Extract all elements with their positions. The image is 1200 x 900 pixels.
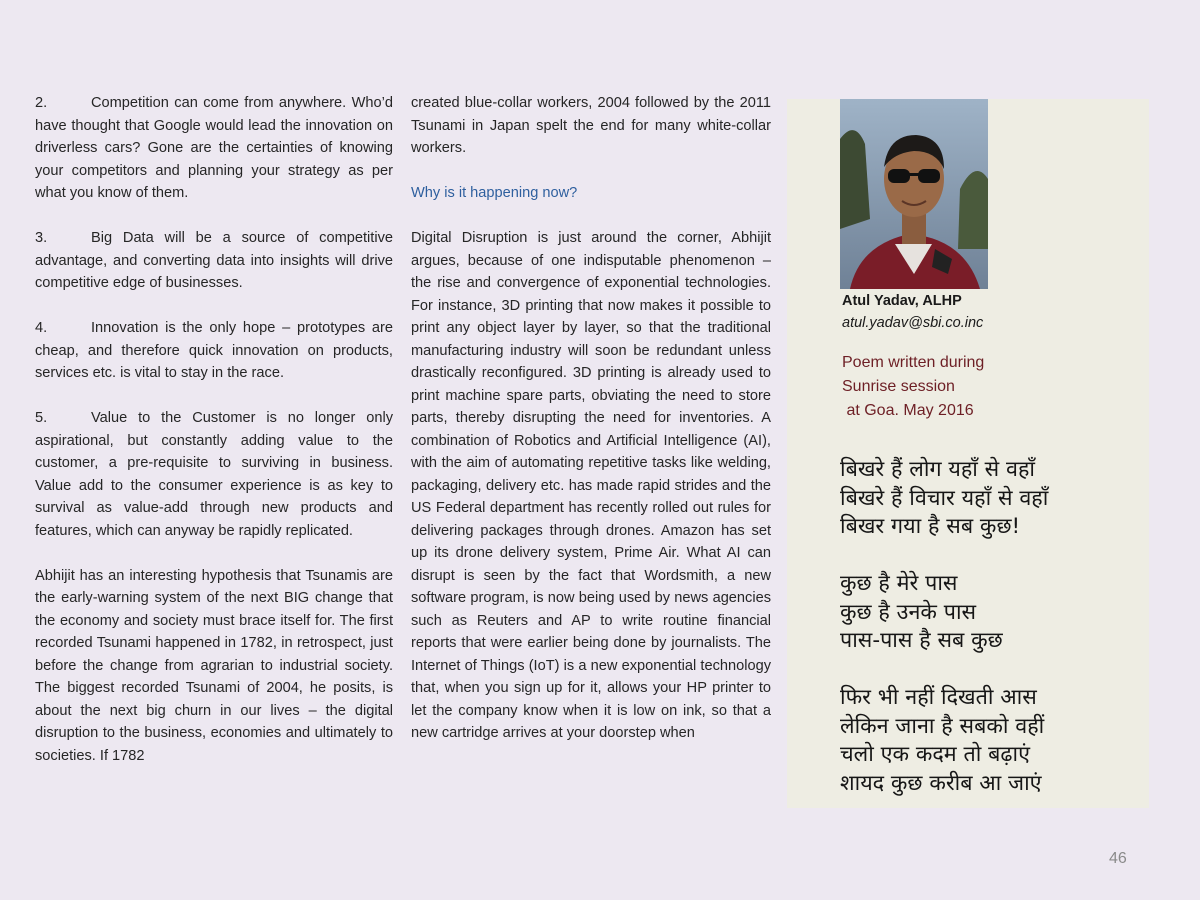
poem-line: बिखरे हैं विचार यहाँ से वहाँ [840, 485, 1049, 511]
poem-line: फिर भी नहीं दिखती आस [840, 685, 1037, 710]
poem-stanza [840, 456, 1048, 542]
paragraph-text: Big Data will be a source of competitive advantage, and converting data into insights will drive competitive edge of businesses. [35, 230, 393, 291]
paragraph-text: Value to the Customer is no longer only aspirational, but constantly adding value to the customer, a pre-requisite to surviving in business. Value add to the consumer experience is as key to survival as value-add through new products and features, which can anyway be rapidly replicated. [35, 410, 393, 539]
poem-line: चलो एक कदम तो बढ़ाएं [840, 742, 1030, 767]
poem-line: बिखरे हैं लोग यहाँ से वहाँ [840, 457, 1035, 482]
list-number: 4. [35, 320, 48, 336]
paragraph: created blue-collar workers, 2004 followed by the 2011 Tsunami in Japan spelt the end for many white-collar workers. [411, 95, 771, 156]
poem-line: शायद कुछ करीब आ जाएं [840, 770, 1042, 796]
hindi-poem [840, 456, 1048, 798]
list-item [35, 407, 393, 542]
author-portrait-image [840, 99, 988, 289]
poem-stanza [840, 570, 1048, 656]
poem-note [842, 351, 984, 423]
list-item [35, 317, 393, 385]
note-line: at Goa. May 2016 [842, 402, 974, 419]
author-name: Atul Yadav, ALHP [842, 293, 962, 309]
list-number: 2. [35, 95, 48, 111]
poem-panel [787, 99, 1149, 808]
poem-stanza [840, 684, 1048, 798]
poem-line: पास-पास है सब कुछ [840, 628, 1003, 653]
author-photo [840, 99, 988, 289]
section-heading: Why is it happening now? [411, 185, 578, 201]
list-number: 5. [35, 410, 48, 426]
article-column-left [35, 92, 393, 767]
poem-line: कुछ है मेरे पास [840, 571, 958, 596]
article-column-middle [411, 92, 771, 745]
poem-line: कुछ है उनके पास [840, 599, 977, 625]
list-item [35, 227, 393, 295]
paragraph-text: Competition can come from anywhere. Who’d have thought that Google would lead the innovation on driverless cars? Gone are the certainties of knowing your competitors and planning your strategy as per what you know of them. [35, 95, 393, 201]
author-email: atul.yadav@sbi.co.inc [842, 315, 984, 331]
poem-line: लेकिन जाना है सबको वहीं [840, 713, 1045, 739]
poem-line: बिखर गया है सब कुछ! [840, 514, 1021, 539]
paragraph-text: Abhijit has an interesting hypothesis that Tsunamis are the early-warning system of the next BIG change that the economy and society must brace itself for. The first recorded Tsunami happened in 1782, in retrospect, just before the change from agrarian to industrial society. The biggest recorded Tsunami of 2004, he posits, is about the next big churn in our lives – the digital disruption to the business, economies and ultimately to societies. If 1782 [35, 567, 393, 764]
page-number: 46 [1109, 850, 1127, 867]
note-line: Poem written during [842, 354, 985, 371]
paragraph [35, 565, 393, 768]
list-item [35, 92, 393, 205]
author-credit [842, 290, 983, 334]
paragraph-text: Innovation is the only hope – prototypes are cheap, and therefore quick innovation on products, services etc. is vital to stay in the race. [35, 320, 393, 381]
note-line: Sunrise session [842, 378, 955, 395]
list-number: 3. [35, 230, 48, 246]
paragraph: Digital Disruption is just around the corner, Abhijit argues, because of one indisputable phenomenon – the rise and convergence of exponential technologies. For instance, 3D printing that now makes it possible to print any object layer by layer, so that the traditional manufacturing industry will soon be redundant unless drastically reconfigured. 3D printing is already used to print machine spare parts, obviating the need to store parts, thereby disrupting the need for inventories. A combination of Robotics and Artificial Intelligence (AI), with the aim of automating repetitive tasks like welding, packaging, delivery etc. has made rapid strides and the US Federal department has recently rolled out rules for delivering packages through drones. Amazon has set up its drone delivery system, Prime Air. What AI can disrupt is seen by the fact that Wordsmith, a new software program, is now being used by news agencies such as Reuters and AP to write routine financial reports that were earlier being done by journalists. The Internet of Things (IoT) is a new exponential technology that, when you sign up for it, allows your HP printer to let the company know when it is low on ink, so that a new cartridge arrives at your doorstep when [411, 230, 771, 741]
